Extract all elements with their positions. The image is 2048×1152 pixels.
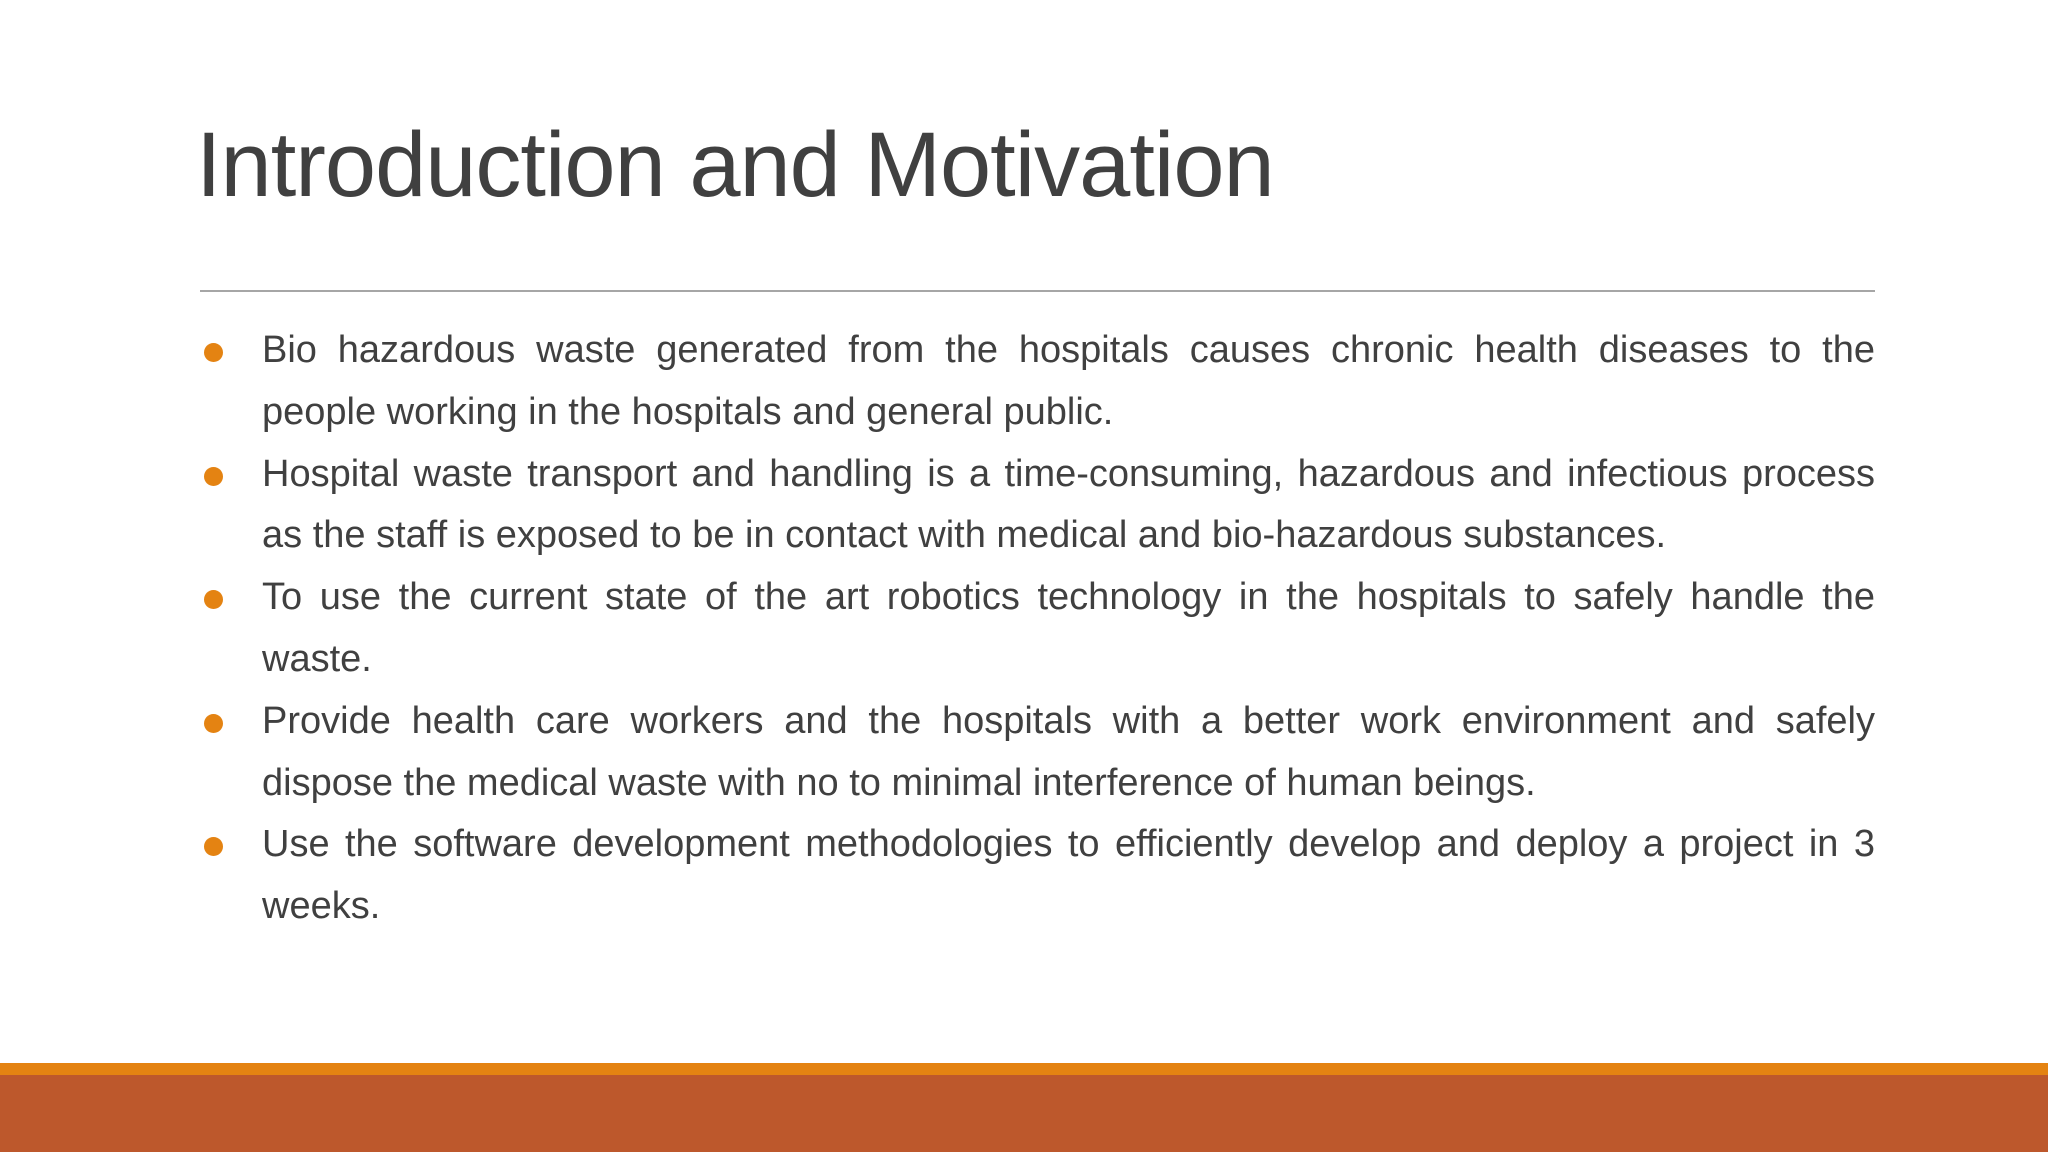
bullet-item xyxy=(200,444,1875,568)
bullet-list xyxy=(200,320,1875,938)
bullet-text: Provide health care workers and the hospitals with a better work environment and safely dispose the medical waste with no to minimal interference of human beings. xyxy=(262,699,1875,804)
bullet-text: To use the current state of the art robotics technology in the hospitals to safely handle the waste. xyxy=(262,576,1875,680)
bullet-text: Use the software development methodologies to efficiently develop and deploy a project in 3 weeks. xyxy=(262,823,1875,928)
bullet-dot-icon xyxy=(204,590,223,609)
bullet-dot-icon xyxy=(204,467,223,486)
title-divider xyxy=(200,290,1875,292)
bullet-dot-icon xyxy=(204,837,223,856)
slide-title: Introduction and Motivation xyxy=(196,114,1274,216)
bullet-item xyxy=(200,691,1875,815)
footer-accent-stripe xyxy=(0,1063,2048,1075)
bullet-item xyxy=(200,567,1875,691)
bullet-item xyxy=(200,814,1875,938)
bullet-text: Bio hazardous waste generated from the hospitals causes chronic health diseases to the people working in the hospitals and general public. xyxy=(262,329,1875,433)
bullet-dot-icon xyxy=(204,343,223,362)
bullet-text: Hospital waste transport and handling is a time-consuming, hazardous and infectious process as the staff is exposed to be in contact with medical and bio-hazardous substances. xyxy=(262,452,1875,557)
bullet-dot-icon xyxy=(204,714,223,733)
bullet-item xyxy=(200,320,1875,444)
footer-bar xyxy=(0,1075,2048,1152)
